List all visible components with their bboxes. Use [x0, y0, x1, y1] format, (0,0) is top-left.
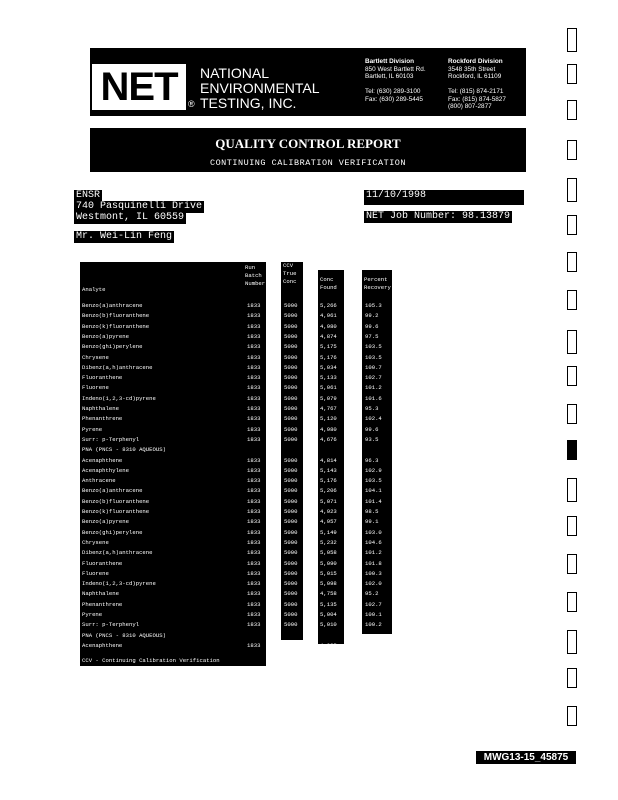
conc-found: 5,010	[320, 621, 337, 629]
conc-found: 4,676	[320, 435, 337, 443]
percent-recovery: 99.6	[365, 322, 379, 330]
bartlett-line: Bartlett Division	[365, 58, 415, 65]
report-subtitle: CONTINUING CALIBRATION VERIFICATION	[209, 158, 407, 168]
true-conc: 5000	[284, 559, 298, 567]
analyte-name: Anthracene	[82, 477, 116, 485]
conc-found: 5,176	[320, 353, 337, 361]
percent-recovery: 103.5	[365, 343, 382, 351]
true-conc: 5000	[284, 497, 298, 505]
batch-number: 1833	[247, 528, 261, 536]
conc-found: 4,767	[320, 405, 337, 412]
margin-tick	[567, 440, 577, 460]
percent-recovery: 103.0	[365, 528, 382, 536]
conc-found: 5,120	[320, 415, 337, 423]
analyte-name: Benzo(ghi)perylene	[82, 343, 143, 351]
batch-number: 1833	[247, 549, 261, 557]
conc-found: 5,206	[320, 487, 337, 495]
margin-tick	[567, 64, 577, 84]
percent-recovery: 99.2	[365, 312, 379, 320]
true-conc: 5000	[284, 569, 298, 577]
rockford-line: (800) 807-2877	[448, 103, 492, 110]
client-name: ENSR	[76, 190, 101, 201]
conc-found: 4,814	[320, 456, 337, 464]
rockford-address	[448, 58, 506, 111]
conc-found: 5,266	[320, 302, 337, 309]
margin-tick	[567, 516, 577, 536]
true-conc: 5000	[284, 477, 298, 485]
percent-recovery: 102.9	[365, 466, 382, 474]
true-conc: 5000	[284, 641, 298, 649]
batch-number: 1833	[247, 466, 261, 474]
batch-number: 1833	[247, 384, 261, 392]
true-conc: 5000	[284, 487, 298, 495]
batch-number: 1833	[247, 569, 261, 577]
conc-found: 5,232	[320, 538, 337, 546]
true-conc: 5000	[284, 322, 298, 330]
true-conc: 5000	[284, 394, 298, 402]
conc-found: 4,980	[320, 322, 337, 330]
analyte-name: Benzo(b)fluoranthene	[82, 312, 150, 320]
true-conc: 5000	[284, 518, 298, 526]
header-analyte: Analyte	[82, 286, 106, 293]
bartlett-line: Bartlett, IL 60103	[365, 73, 414, 80]
batch-number: 1833	[247, 600, 261, 608]
true-conc: 5000	[284, 549, 298, 557]
rockford-line: Fax: (815) 874-5827	[448, 95, 506, 103]
percent-recovery: 98.5	[365, 641, 379, 649]
batch-number: 1833	[247, 374, 261, 382]
client-attention: Mr. Wei-Lin Feng	[76, 231, 173, 242]
company-line-2: ENVIRONMENTAL	[200, 80, 320, 96]
margin-tick	[567, 290, 577, 310]
margin-tick	[567, 706, 577, 726]
batch-number: 1833	[247, 312, 261, 320]
conc-found: 5,090	[320, 559, 337, 567]
analyte-name: Acenaphthene	[82, 456, 123, 464]
company-line-3: TESTING, INC.	[200, 95, 297, 111]
conc-found: 4,980	[320, 425, 337, 433]
analyte-name: Acenaphthylene	[82, 466, 129, 474]
batch-number: 1833	[247, 353, 261, 361]
analyte-name: Fluorene	[82, 569, 109, 577]
true-conc: 5000	[284, 405, 298, 412]
percent-recovery: 101.2	[365, 384, 382, 392]
percent-recovery: 100.7	[365, 363, 382, 371]
percent-recovery: 99.6	[365, 425, 379, 433]
percent-recovery: 101.6	[365, 394, 382, 402]
conc-found: 5,133	[320, 374, 337, 382]
margin-tick	[567, 404, 577, 424]
true-conc: 5000	[284, 332, 298, 340]
margin-tick	[567, 178, 577, 202]
conc-found: 5,143	[320, 466, 337, 474]
true-conc: 5000	[284, 343, 298, 351]
true-conc: 5000	[284, 508, 298, 515]
percent-recovery: 101.8	[365, 559, 382, 567]
conc-found: 4,874	[320, 332, 337, 340]
header-batch: Run Batch Number	[245, 264, 266, 287]
percent-recovery: 93.5	[365, 435, 379, 443]
percent-recovery: 95.2	[365, 590, 379, 598]
conc-found: 5,004	[320, 611, 337, 618]
conc-found: 5,015	[320, 569, 337, 577]
conc-found: 5,098	[320, 580, 337, 588]
margin-tick	[567, 592, 577, 612]
batch-number: 1833	[247, 590, 261, 598]
analyte-name: Benzo(ghi)perylene	[82, 528, 143, 536]
rockford-line	[448, 81, 506, 89]
analyte-name: Phenanthrene	[82, 600, 123, 608]
batch-number: 1833	[247, 497, 261, 505]
section-row: PNA (PNCS - 8310 AQUEOUS)	[82, 446, 166, 454]
date-bar	[364, 201, 524, 205]
bartlett-address	[365, 58, 426, 103]
rockford-line: Tel: (815) 874-2171	[448, 88, 504, 95]
conc-found: 5,058	[320, 549, 337, 557]
analyte-name: Surr: p-Terphenyl	[82, 621, 140, 629]
company-line-1: NATIONAL	[200, 65, 269, 81]
true-conc: 5000	[284, 538, 298, 546]
analyte-name: Indeno(1,2,3-cd)pyrene	[82, 394, 156, 402]
margin-tick	[567, 554, 577, 574]
margin-tick	[567, 630, 577, 654]
bartlett-line	[365, 81, 426, 89]
batch-number: 1833	[247, 641, 261, 649]
batch-number: 1833	[247, 343, 261, 351]
bartlett-line: 850 West Bartlett Rd.	[365, 65, 426, 73]
true-conc: 5000	[284, 312, 298, 320]
page-identifier: MWG13-15_45875	[476, 751, 576, 764]
client-street: 740 Pasquinelli Drive	[76, 201, 203, 212]
margin-tick	[567, 252, 577, 272]
conc-found: 5,149	[320, 528, 337, 536]
analyte-name: Fluorene	[82, 384, 109, 392]
margin-tick	[567, 366, 577, 386]
conc-found: 4,925	[320, 641, 337, 649]
conc-found: 4,758	[320, 590, 337, 598]
analyte-name: Benzo(a)anthracene	[82, 302, 143, 309]
percent-recovery: 101.4	[365, 497, 382, 505]
batch-number: 1833	[247, 456, 261, 464]
header-recovery: Percent Recovery	[364, 276, 391, 291]
analyte-name: Benzo(a)pyrene	[82, 332, 129, 340]
rockford-line: Rockford Division	[448, 58, 503, 65]
analyte-name: Chrysene	[82, 538, 109, 546]
analyte-name: Dibenz(a,h)anthracene	[82, 549, 153, 557]
analyte-name: Dibenz(a,h)anthracene	[82, 363, 153, 371]
bartlett-line: Fax: (630) 289-5445	[365, 95, 423, 103]
true-conc: 5000	[284, 580, 298, 588]
percent-recovery: 100.2	[365, 621, 382, 629]
batch-number: 1833	[247, 302, 261, 309]
conc-found: 4,923	[320, 508, 337, 515]
batch-number: 1833	[247, 538, 261, 546]
batch-number: 1833	[247, 394, 261, 402]
analyte-name: Benzo(b)fluoranthene	[82, 497, 150, 505]
rockford-line: 3548 35th Street	[448, 65, 496, 73]
analyte-name: Benzo(k)fluoranthene	[82, 508, 150, 515]
percent-recovery: 99.1	[365, 518, 379, 526]
batch-number: 1833	[247, 332, 261, 340]
conc-found: 5,135	[320, 600, 337, 608]
batch-number: 1833	[247, 508, 261, 515]
percent-recovery: 104.1	[365, 487, 382, 495]
percent-recovery: 98.5	[365, 508, 379, 515]
margin-tick	[567, 215, 577, 235]
margin-tick	[567, 28, 577, 52]
batch-number: 1833	[247, 425, 261, 433]
bartlett-line: Tel: (630) 289-3100	[365, 88, 421, 95]
analyte-name: Naphthalene	[82, 590, 119, 598]
conc-found: 4,961	[320, 312, 337, 320]
margin-tick	[567, 478, 577, 502]
true-conc: 5000	[284, 611, 298, 618]
true-conc: 5000	[284, 528, 298, 536]
true-conc: 5000	[284, 621, 298, 629]
conc-found: 5,176	[320, 477, 337, 485]
analyte-name: Benzo(k)fluoranthene	[82, 322, 150, 330]
conc-found: 4,957	[320, 518, 337, 526]
margin-tick	[567, 668, 577, 688]
analyte-name: Pyrene	[82, 611, 103, 618]
true-conc: 5000	[284, 302, 298, 309]
report-date: 11/10/1998	[364, 190, 524, 202]
percent-recovery: 102.7	[365, 374, 382, 382]
true-conc: 5000	[284, 456, 298, 464]
true-conc: 5000	[284, 353, 298, 361]
header-found: Conc Found	[320, 276, 337, 291]
analyte-name: Acenaphthene	[82, 641, 123, 649]
batch-number: 1833	[247, 322, 261, 330]
true-conc: 5000	[284, 466, 298, 474]
job-number: NET Job Number: 98.13879	[366, 211, 511, 222]
margin-tick	[567, 100, 577, 120]
percent-recovery: 102.7	[365, 600, 382, 608]
percent-recovery: 105.3	[365, 302, 382, 309]
batch-number: 1833	[247, 580, 261, 588]
true-conc: 5000	[284, 590, 298, 598]
percent-recovery: 101.2	[365, 549, 382, 557]
percent-recovery: 102.0	[365, 580, 382, 588]
batch-number: 1833	[247, 477, 261, 485]
percent-recovery: 103.5	[365, 477, 382, 485]
percent-recovery: 100.1	[365, 611, 382, 618]
batch-number: 1833	[247, 559, 261, 567]
true-conc: 5000	[284, 374, 298, 382]
analyte-name: Benzo(a)pyrene	[82, 518, 129, 526]
analyte-name: Chrysene	[82, 353, 109, 361]
percent-recovery: 100.3	[365, 569, 382, 577]
true-conc: 5000	[284, 435, 298, 443]
report-title: QUALITY CONTROL REPORT	[215, 136, 401, 151]
conc-found: 5,061	[320, 384, 337, 392]
true-conc: 5000	[284, 415, 298, 423]
batch-number: 1833	[247, 405, 261, 412]
conc-found: 5,034	[320, 363, 337, 371]
analyte-name: Pyrene	[82, 425, 103, 433]
header-true-conc: CCV True Conc	[283, 262, 297, 285]
batch-number: 1833	[247, 621, 261, 629]
registered-mark: ®	[188, 99, 195, 109]
analyte-name: Fluoranthene	[82, 559, 123, 567]
analyte-name: Benzo(a)anthracene	[82, 487, 143, 495]
batch-number: 1833	[247, 518, 261, 526]
analyte-name: Phenanthrene	[82, 415, 123, 423]
percent-recovery: 102.4	[365, 415, 382, 423]
true-conc: 5000	[284, 425, 298, 433]
table-footnote: CCV - Continuing Calibration Verification	[82, 657, 220, 664]
true-conc: 5000	[284, 384, 298, 392]
percent-recovery: 103.5	[365, 353, 382, 361]
batch-number: 1833	[247, 415, 261, 423]
conc-found: 5,175	[320, 343, 337, 351]
percent-recovery: 95.3	[365, 405, 379, 412]
batch-number: 1833	[247, 487, 261, 495]
batch-number: 1833	[247, 611, 261, 618]
batch-number: 1833	[247, 435, 261, 443]
percent-recovery: 97.5	[365, 332, 379, 340]
batch-number: 1833	[247, 363, 261, 371]
analyte-name: Naphthalene	[82, 405, 119, 412]
true-conc: 5000	[284, 600, 298, 608]
percent-recovery: 104.6	[365, 538, 382, 546]
conc-found: 5,079	[320, 394, 337, 402]
section-row: PNA (PNCS - 8310 AQUEOUS)	[82, 631, 166, 639]
analyte-name: Indeno(1,2,3-cd)pyrene	[82, 580, 156, 588]
percent-recovery: 96.3	[365, 456, 379, 464]
analyte-name: Fluoranthene	[82, 374, 123, 382]
rockford-line: Rockford, IL 61109	[448, 73, 502, 80]
net-logo: NET	[92, 64, 186, 110]
margin-tick	[567, 140, 577, 160]
conc-found: 5,071	[320, 497, 337, 505]
analyte-name: Surr: p-Terphenyl	[82, 435, 140, 443]
margin-tick	[567, 330, 577, 354]
true-conc: 5000	[284, 363, 298, 371]
client-city: Westmont, IL 60559	[76, 212, 185, 223]
